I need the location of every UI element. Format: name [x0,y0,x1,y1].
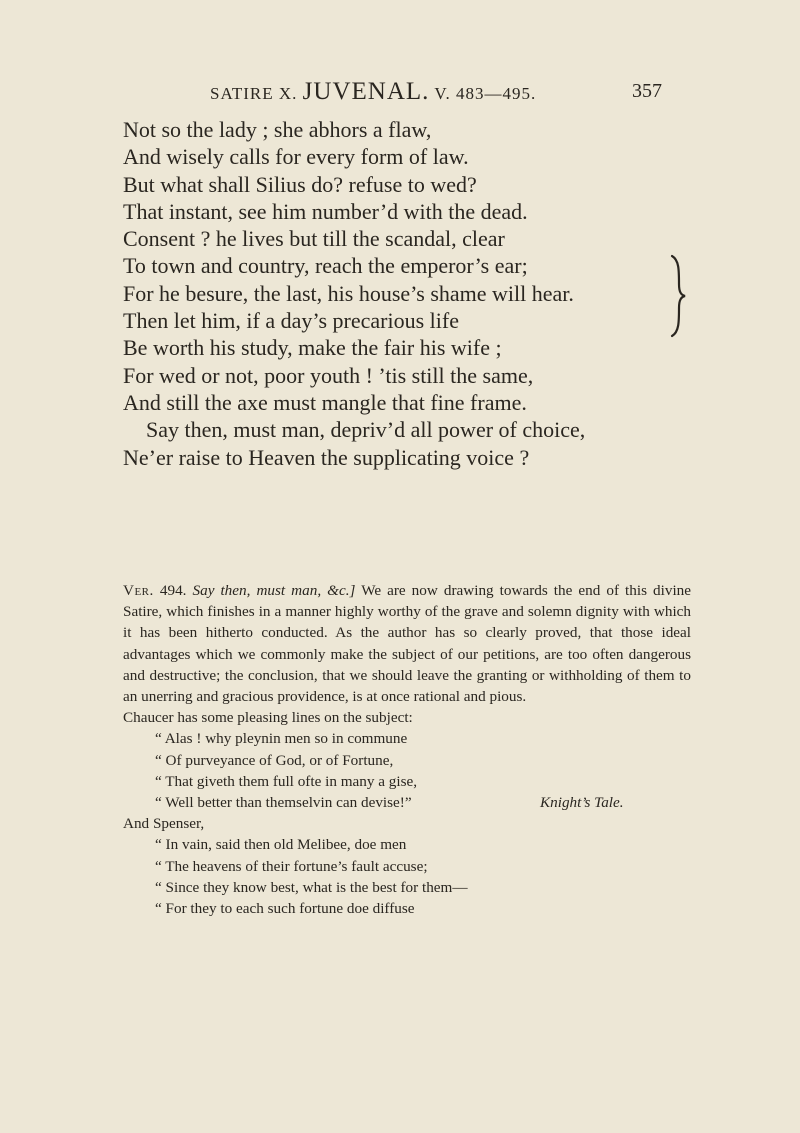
verse-line: To town and country, reach the emperor’s ear; [123,253,528,279]
header-section: SATIRE X. [210,84,298,103]
note-body: We are now drawing towards the end of this divine Satire, which finishes in a manner highly worthy of the grave and solemn dignity with which it has been hitherto conducted. As the author has so clearly proved, that those ideal advantages which we commonly make the subject of our petitions, are too often dangerous and destructive; the conclusion, that we should leave the granting or withholding of them to an unerring and gracious providence, is at once rational and pious. [123,582,691,706]
quote-line-text: “ Well better than themselvin can devise!” [155,793,412,811]
quote-line: “ That giveth them full ofte in many a gise, [155,772,418,790]
spenser-intro: And Spenser, [123,815,205,833]
verse-line: But what shall Silius do? refuse to wed? [123,171,477,197]
quote-line: “ Of purveyance of God, or of Fortune, [155,751,394,769]
commentary-note [123,580,691,919]
verse-line: And still the axe must mangle that fine frame. [123,389,527,415]
note-number: 494. [159,582,187,599]
quote-line: “ The heavens of their fortune’s fault accuse; [155,857,428,875]
quote-line: “ For they to each such fortune doe diffuse [155,899,415,917]
quote-line-last [155,792,691,813]
spenser-quote [123,834,691,919]
running-title [210,78,536,106]
verse-line: Consent ? he lives but till the scandal, clear [123,226,505,252]
verse-line: For wed or not, poor youth ! ’tis still the same, [123,362,534,388]
note-paragraph [123,580,691,707]
verse-line: Be worth his study, make the fair his wife ; [123,335,502,361]
verse-line: And wisely calls for every form of law. [123,144,469,170]
verse-line: Say then, must man, depriv’d all power of choice, [146,417,586,443]
verse-block [123,116,683,471]
verse-line: For he besure, the last, his house’s shame will hear. [123,280,574,306]
header-verses: V. 483—495. [434,84,537,103]
quote-source: Knight’s Tale. [540,793,624,811]
quote-line: “ In vain, said then old Melibee, doe men [155,836,407,854]
header-author: JUVENAL. [302,78,430,105]
note-lead-in: Say then, must man, &c.] [192,582,356,599]
verse-line: Ne’er raise to Heaven the supplicating voice ? [123,444,530,470]
verse-line: That instant, see him number’d with the dead. [123,198,528,224]
quote-line: “ Alas ! why pleynin men so in commune [155,730,408,748]
verse-line: Then let him, if a day’s precarious life [123,308,459,334]
verse-line: Not so the lady ; she abhors a flaw, [123,117,432,142]
page-number: 357 [632,80,662,102]
note-label: Ver. [123,582,154,599]
triplet-brace-icon [666,254,686,338]
chaucer-intro: Chaucer has some pleasing lines on the subject: [123,709,413,727]
running-header [0,78,800,108]
quote-line: “ Since they know best, what is the best for them— [155,878,468,896]
chaucer-quote [123,728,691,813]
